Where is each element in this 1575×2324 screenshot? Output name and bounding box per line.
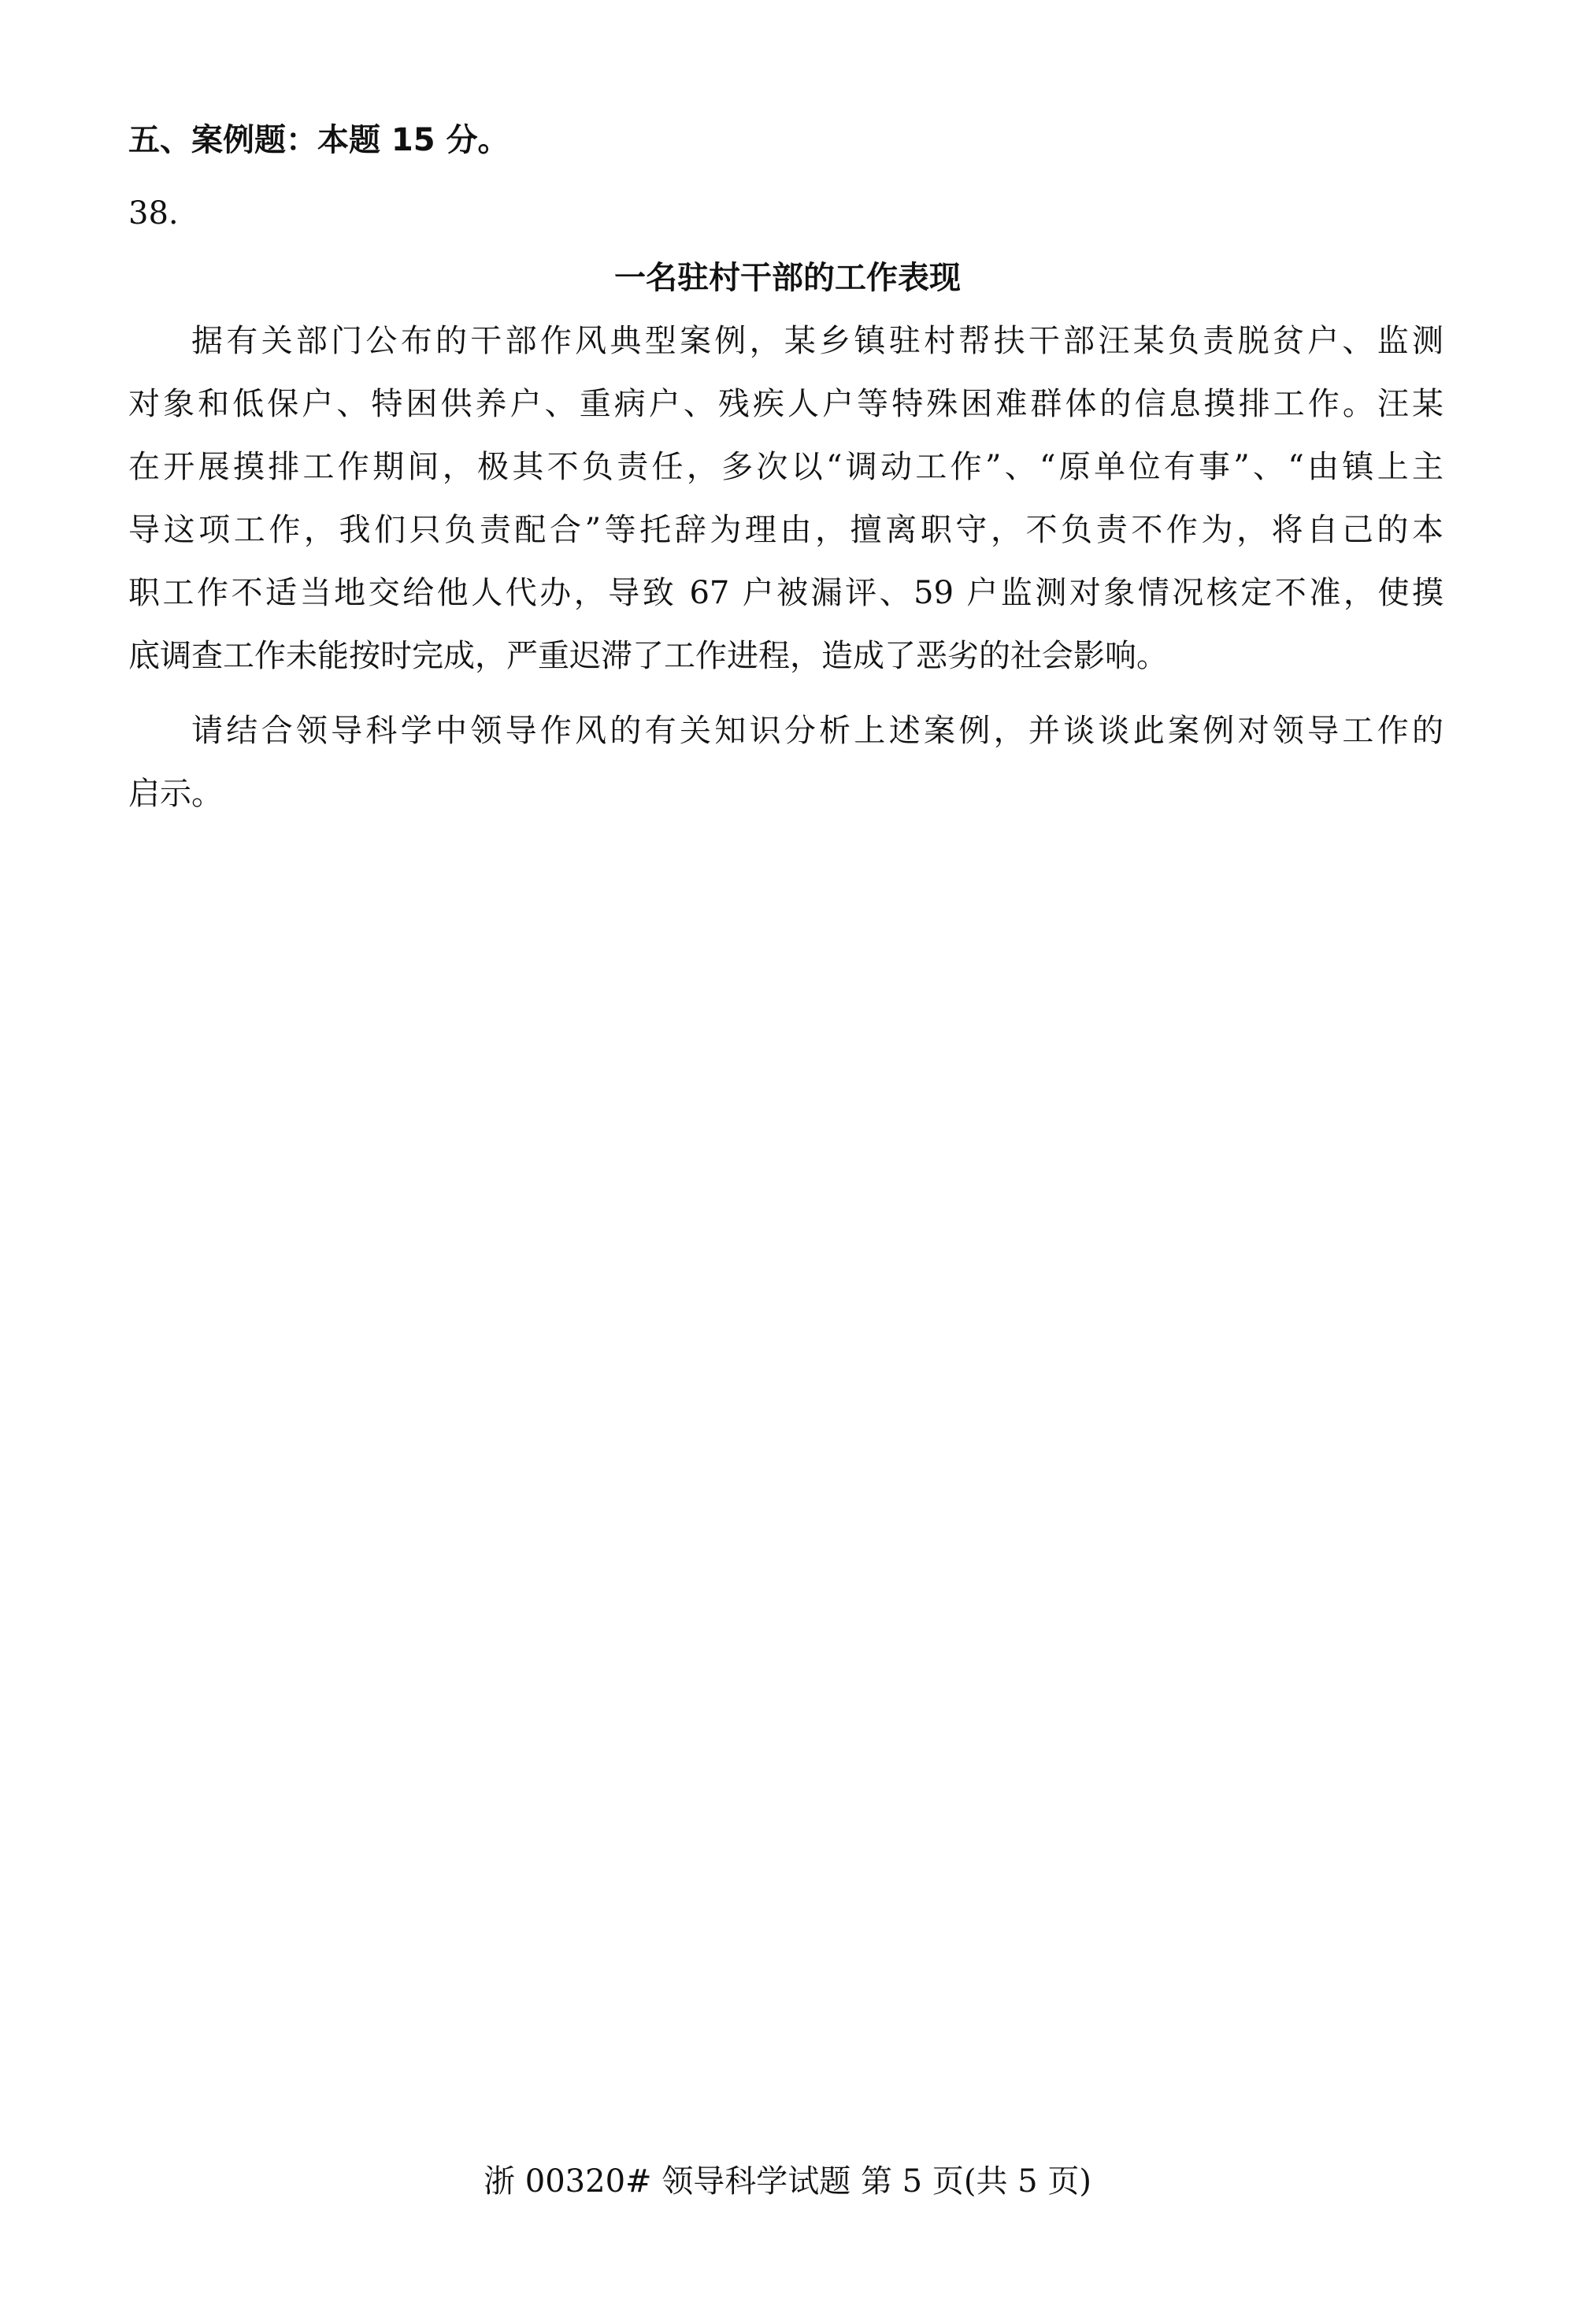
case-title: 一名驻村干部的工作表现 — [614, 260, 961, 296]
case-paragraph-line: 职工作不适当地交给他人代办，导致 67 户被漏评、59 户监测对象情况核定不准，使摸 — [128, 575, 1443, 611]
page-footer: 浙 00320# 领导科学试题 第 5 页(共 5 页) — [484, 2163, 1091, 2200]
case-paragraph-line: 在开展摸排工作期间，极其不负责任，多次以“调动工作”、“原单位有事”、“由镇上主 — [128, 449, 1443, 485]
case-paragraph-line: 据有关部门公布的干部作风典型案例，某乡镇驻村帮扶干部汪某负责脱贫户、监测 — [191, 323, 1443, 359]
question-number: 38. — [128, 195, 179, 232]
question-prompt-line: 启示。 — [128, 776, 223, 812]
case-paragraph-line: 对象和低保户、特困供养户、重病户、残疾人户等特殊困难群体的信息摸排工作。汪某 — [128, 386, 1443, 422]
case-paragraph-line: 导这项工作，我们只负责配合”等托辞为理由，擅离职守，不负责不作为，将自己的本 — [128, 512, 1443, 548]
case-paragraph-line: 底调查工作未能按时完成，严重迟滞了工作进程，造成了恶劣的社会影响。 — [128, 638, 1168, 674]
question-prompt-line: 请结合领导科学中领导作风的有关知识分析上述案例，并谈谈此案例对领导工作的 — [191, 713, 1443, 749]
section-heading: 五、案例题：本题 15 分。 — [128, 122, 510, 158]
